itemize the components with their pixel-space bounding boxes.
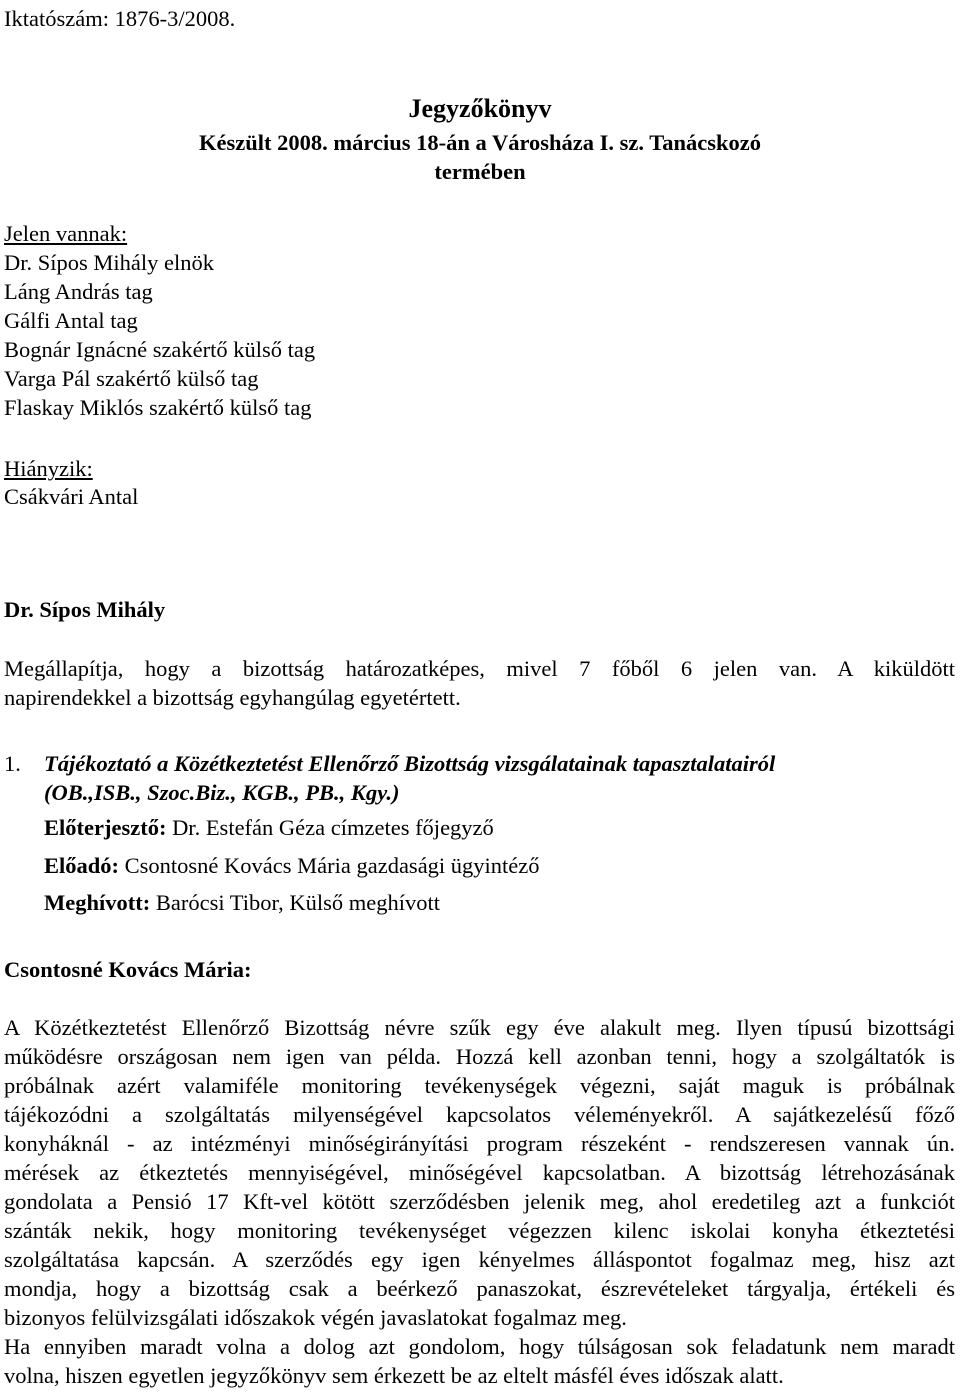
absent-member: Csákvári Antal [4, 484, 139, 509]
speech-line: próbálnak azért valamiféle monitoring tevékenységek végezni, saját maguk is próbálnak [4, 1073, 955, 1098]
agenda-presenter [44, 813, 494, 842]
presenter-value: Dr. Estefán Géza címzetes főjegyző [166, 815, 494, 840]
present-member: Varga Pál szakértő külső tag [4, 366, 259, 391]
speech-line: bizonyos felülvizsgálati időszakok végén javaslatokat fogalmaz meg. [4, 1305, 627, 1330]
speech-line: mondja, hogy a bizottság csak a beérkező panaszokat, észrevételeket tárgyalja, értékeli és [4, 1276, 955, 1301]
opening-text-line: Megállapítja, hogy a bizottság határozatképes, mivel 7 főből 6 jelen van. A kiküldött [4, 656, 955, 681]
agenda-title-line-1: Tájékoztató a Közétkeztetést Ellenőrző Bizottság vizsgálatainak tapasztalatairól [44, 751, 776, 776]
speech-line: működésre országosan nem igen van példa. Hozzá kell azonban tenni, hogy a szolgáltatók is [4, 1044, 955, 1069]
agenda-number: 1. [4, 751, 21, 776]
present-member: Gálfi Antal tag [4, 308, 138, 333]
speaker-value: Csontosné Kovács Mária gazdasági ügyintéző [119, 853, 540, 878]
present-member: Dr. Sípos Mihály elnök [4, 250, 215, 275]
document-subtitle-line-2: termében [434, 159, 526, 184]
document-subtitle-line-1: Készült 2008. március 18-án a Városháza I. sz. Tanácskozó [199, 130, 761, 155]
present-member: Flaskay Miklós szakértő külső tag [4, 395, 312, 420]
agenda-speaker [44, 851, 540, 880]
speech-speaker: Csontosné Kovács Mária: [4, 957, 252, 982]
speech-line: volna, hiszen egyetlen jegyzőkönyv sem érkezett be az eltelt másfél éves időszak alatt. [4, 1363, 784, 1388]
opening-text-line: napirendekkel a bizottság egyhangúlag egyetértett. [4, 685, 461, 710]
absent-heading: Hiányzik: [4, 456, 93, 481]
present-heading: Jelen vannak: [4, 221, 128, 246]
presenter-label: Előterjesztő: [44, 815, 167, 840]
speech-line: szánták nekik, hogy monitoring tevékenységet végezzen kilenc iskolai konyha étkeztetési [4, 1218, 955, 1243]
invited-label: Meghívott: [44, 890, 151, 915]
speech-line: Ha ennyiben maradt volna a dolog azt gondolom, hogy túlságosan sok feladatunk nem maradt [4, 1334, 955, 1359]
speech-line: mérések az étkeztetés mennyiségével, minőségével kapcsolatban. A bizottság létrehozásának [4, 1160, 955, 1185]
invited-value: Barócsi Tibor, Külső meghívott [150, 890, 440, 915]
agenda-title-line-2: (OB.,ISB., Szoc.Biz., KGB., PB., Kgy.) [44, 780, 400, 805]
opening-speaker: Dr. Sípos Mihály [4, 597, 166, 622]
speech-line: konyháknál - az intézményi minőségirányítási program részeként - rendszeresen vannak ún. [4, 1131, 955, 1156]
present-member: Bognár Ignácné szakértő külső tag [4, 337, 316, 362]
speech-line: gondolata a Pensió 17 Kft-vel kötött szerződésben jelenik meg, ahol eredetileg azt a funkciót [4, 1189, 955, 1214]
speech-line: A Közétkeztetést Ellenőrző Bizottság névre szűk egy éve alakult meg. Ilyen típusú bizottsági [4, 1015, 955, 1040]
reference-number: Iktatószám: 1876-3/2008. [4, 6, 236, 31]
agenda-invited [44, 888, 440, 917]
document-title: Jegyzőkönyv [408, 94, 552, 123]
speaker-label: Előadó: [44, 853, 120, 878]
speech-line: tájékozódni a szolgáltatás milyenségével kapcsolatos véleményekről. A sajátkezelésű főző [4, 1102, 955, 1127]
present-member: Láng András tag [4, 279, 153, 304]
speech-line: szolgáltatása kapcsán. A szerződés egy igen kényelmes álláspontot fogalmaz meg, hisz azt [4, 1247, 955, 1272]
